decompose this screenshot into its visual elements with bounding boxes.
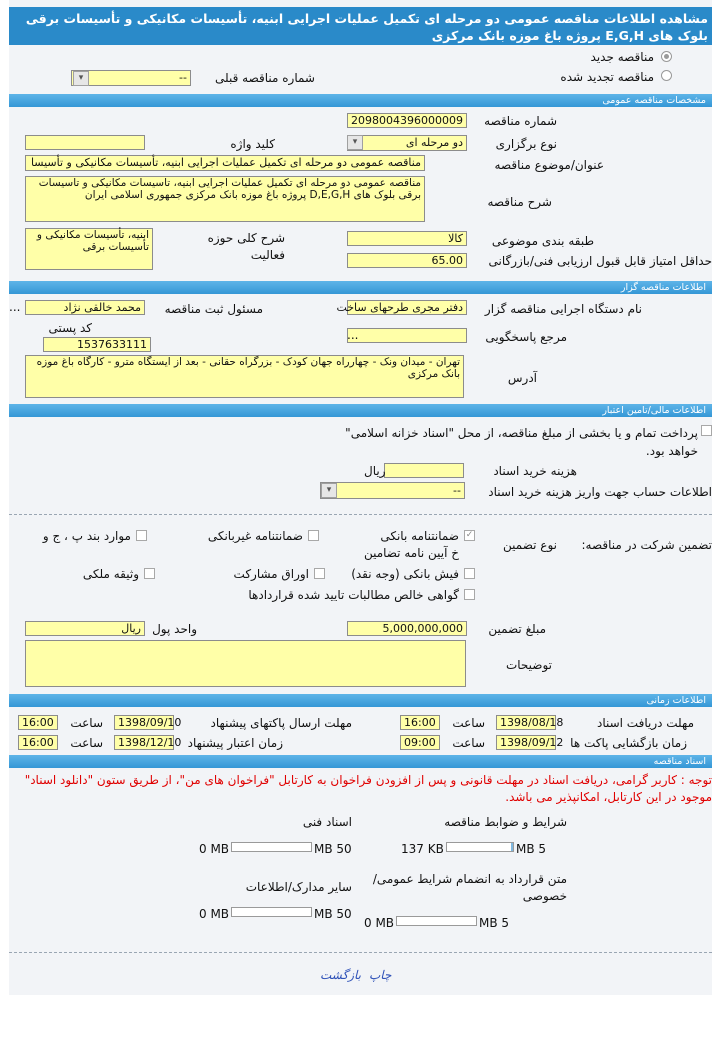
org-label: نام دستگاه اجرایی مناقصه گزار	[484, 302, 642, 316]
min-score-field[interactable]: 65.00	[347, 253, 467, 268]
notes-field[interactable]	[25, 640, 466, 687]
section-organizer-header: اطلاعات مناقصه گزار	[9, 281, 712, 294]
bank-receipt-label: فیش بانکی (وجه نقد)	[351, 567, 459, 581]
receive-docs-date-field[interactable]: 1398/08/18	[496, 715, 556, 730]
guarantee-amount-label: مبلغ تضمین	[488, 622, 546, 636]
doc-contract-label: متن قرارداد به انضمام شرایط عمومی/خصوصی	[372, 872, 567, 903]
receive-docs-time-label: ساعت	[452, 716, 485, 730]
validity-time-label: ساعت	[70, 736, 103, 750]
holding-type-label: نوع برگزاری	[495, 137, 557, 151]
currency-field[interactable]: ریال	[25, 621, 145, 636]
section-documents-header: اسناد مناقصه	[9, 755, 712, 768]
open-envelopes-time-label: ساعت	[452, 736, 485, 750]
participation-guarantee-label: تضمین شرکت در مناقصه:	[581, 538, 712, 552]
registrar-label: مسئول ثبت مناقصه	[164, 302, 263, 316]
classification-label: طبقه بندی موضوعی	[491, 234, 594, 248]
postal-code-label: کد پستی	[48, 321, 92, 335]
section-general-header: مشخصات مناقصه عمومی	[9, 94, 712, 107]
send-offers-time-label: ساعت	[70, 716, 103, 730]
new-tender-label: مناقصه جدید	[590, 50, 654, 64]
guarantee-type-label: نوع تضمین	[503, 538, 557, 552]
doc-terms-label: شرایط و ضوابط مناقصه	[444, 815, 567, 829]
keyword-label: کلید واژه	[230, 137, 275, 151]
treasury-text: پرداخت تمام و یا بخشی از مبلغ مناقصه، از محل "اسناد خزانه اسلامی" خواهد بود.	[345, 426, 698, 458]
divider	[9, 952, 712, 953]
bank-receipt-checkbox[interactable]	[464, 568, 475, 579]
receivables-cert-label: گواهی خالص مطالبات تایید شده قراردادها	[248, 588, 459, 602]
page-title: مشاهده اطلاعات مناقصه عمومی دو مرحله ای تکمیل عملیات اجرایی ابنیه، تأسیسات مکانیکی و تأسیسات برقی بلوک های E,G,H پروژه باغ موزه بانک مرکزی	[9, 7, 712, 45]
renewed-tender-radio[interactable]	[661, 70, 672, 81]
participation-bonds-label: اوراق مشارکت	[233, 567, 309, 581]
send-offers-label: مهلت ارسال پاکتهای پیشنهاد	[210, 716, 352, 730]
description-label: شرح مناقصه	[487, 195, 552, 209]
doc-other-used: 0 MB	[199, 907, 230, 921]
tender-view-page	[9, 0, 712, 995]
new-tender-radio[interactable]	[661, 51, 672, 62]
reference-label: مرجع پاسخگویی	[485, 330, 567, 344]
doc-terms-progress	[446, 842, 514, 852]
send-offers-time-field[interactable]: 16:00	[18, 715, 58, 730]
previous-number-label: شماره مناقصه قبلی	[215, 71, 315, 85]
section-finance-header: اطلاعات مالی/تامین اعتبار	[9, 404, 712, 417]
org-field[interactable]: دفتر مجری طرحهای ساخت	[347, 300, 467, 315]
chevron-down-icon: ▾	[347, 135, 363, 150]
registrar-lookup-button[interactable]: ...	[9, 300, 21, 314]
subject-field[interactable]: مناقصه عمومی دو مرحله ای تکمیل عملیات اجرایی ابنیه، تأسیسات مکانیکی و تأسیسا	[25, 155, 425, 171]
keyword-field[interactable]	[25, 135, 145, 150]
doc-other-label: سایر مدارک/اطلاعات	[245, 880, 352, 894]
reference-lookup-button[interactable]: ...	[347, 328, 359, 342]
receive-docs-time-field[interactable]: 16:00	[400, 715, 440, 730]
back-link[interactable]: بازگشت	[320, 968, 361, 982]
doc-cost-field[interactable]	[384, 463, 464, 478]
doc-technical-max: 50 MB	[314, 842, 352, 856]
open-envelopes-label: زمان بازگشایی پاکت ها	[570, 736, 687, 750]
property-pledge-label: وثیقه ملکی	[82, 567, 139, 581]
doc-other-max: 50 MB	[314, 907, 352, 921]
reference-field[interactable]	[347, 328, 467, 343]
address-field[interactable]: تهران - میدان ونک - چهارراه جهان کودک - بزرگراه حقانی - بعد از ایستگاه مترو - کارگاه باغ موزه بانک مرکزی	[25, 355, 464, 398]
open-envelopes-date-field[interactable]: 1398/09/12	[496, 735, 556, 750]
min-score-label: حداقل امتیاز قابل قبول ارزیابی فنی/بازرگانی	[488, 254, 712, 268]
bank-guarantee-sub-label: خ آیین نامه تضامین	[363, 546, 459, 560]
open-envelopes-time-field[interactable]: 09:00	[400, 735, 440, 750]
postal-code-field[interactable]: 1537633111	[43, 337, 151, 352]
previous-number-select[interactable]: --	[71, 70, 191, 86]
doc-other-progress	[231, 907, 312, 917]
property-pledge-checkbox[interactable]	[144, 568, 155, 579]
notes-label: توضیحات	[505, 658, 552, 672]
account-label: اطلاعات حساب جهت واریز هزینه خرید اسناد	[488, 485, 712, 499]
doc-contract-progress	[396, 916, 477, 926]
bank-guarantee-label: ضمانتنامه بانکی	[380, 529, 459, 543]
chevron-down-icon: ▾	[73, 71, 89, 86]
activity-field[interactable]: ابنیه، تأسیسات مکانیکی و تأسیسات برقی	[25, 228, 153, 270]
items-bcj-checkbox[interactable]	[136, 530, 147, 541]
print-link[interactable]: چاپ	[369, 968, 392, 982]
doc-technical-label: اسناد فنی	[302, 815, 352, 829]
doc-terms-max: 5 MB	[516, 842, 547, 856]
address-label: آدرس	[507, 371, 537, 385]
tender-number-label: شماره مناقصه	[484, 114, 557, 128]
doc-terms-used: 137 KB	[401, 842, 444, 856]
bank-guarantee-checkbox[interactable]: ✓	[465, 530, 474, 540]
receivables-cert-checkbox[interactable]	[464, 589, 475, 600]
classification-field[interactable]: کالا	[347, 231, 467, 246]
renewed-tender-label: مناقصه تجدید شده	[560, 70, 654, 84]
divider	[9, 514, 712, 515]
non-bank-guarantee-checkbox[interactable]	[308, 530, 319, 541]
doc-contract-max: 5 MB	[479, 916, 510, 930]
chevron-down-icon: ▾	[321, 483, 337, 498]
guarantee-amount-field[interactable]: 5,000,000,000	[347, 621, 467, 636]
send-offers-date-field[interactable]: 1398/09/10	[114, 715, 174, 730]
doc-cost-currency: ریال	[364, 464, 386, 478]
validity-date-field[interactable]: 1398/12/10	[114, 735, 174, 750]
non-bank-guarantee-label: ضمانتنامه غیربانکی	[207, 529, 303, 543]
validity-label: زمان اعتبار پیشنهاد	[187, 736, 283, 750]
description-field[interactable]: مناقصه عمومی دو مرحله ای تکمیل عملیات اجرایی ابنیه، تاسیسات مکانیکی و تاسیسات برقی بلوک های D,E,G,H پروژه باغ موزه بانک مرکزی جمهوری اسلامی ایران	[25, 176, 425, 222]
doc-contract-used: 0 MB	[364, 916, 395, 930]
account-select[interactable]: --	[320, 482, 465, 499]
doc-cost-label: هزینه خرید اسناد	[493, 464, 577, 478]
doc-technical-used: 0 MB	[199, 842, 230, 856]
documents-notice: توجه : کاربر گرامی، دریافت اسناد در مهلت قانونی و پس از افزودن فراخوان به کارتابل "فراخوان های من"، از طریق ستون "دانلود اسناد" موجود در این کارتابل، امکانپذیر می باشد.	[24, 773, 712, 804]
activity-label: شرح کلی حوزه فعالیت	[207, 231, 285, 262]
section-timing-header: اطلاعات زمانی	[9, 694, 712, 707]
doc-technical-progress	[231, 842, 312, 852]
participation-bonds-checkbox[interactable]	[314, 568, 325, 579]
validity-time-field[interactable]: 16:00	[18, 735, 58, 750]
tender-number-field[interactable]: 2098004396000009	[347, 113, 467, 128]
receive-docs-label: مهلت دریافت اسناد	[596, 716, 694, 730]
registrar-field[interactable]: محمد خالقی نژاد	[25, 300, 145, 315]
currency-label: واحد پول	[152, 622, 197, 636]
doc-terms-progress-fill	[511, 843, 513, 851]
subject-label: عنوان/موضوع مناقصه	[494, 158, 604, 172]
holding-type-select[interactable]: دو مرحله ای	[347, 135, 467, 151]
treasury-checkbox[interactable]	[701, 425, 712, 436]
items-bcj-label: موارد بند پ ، ج و	[42, 529, 131, 543]
